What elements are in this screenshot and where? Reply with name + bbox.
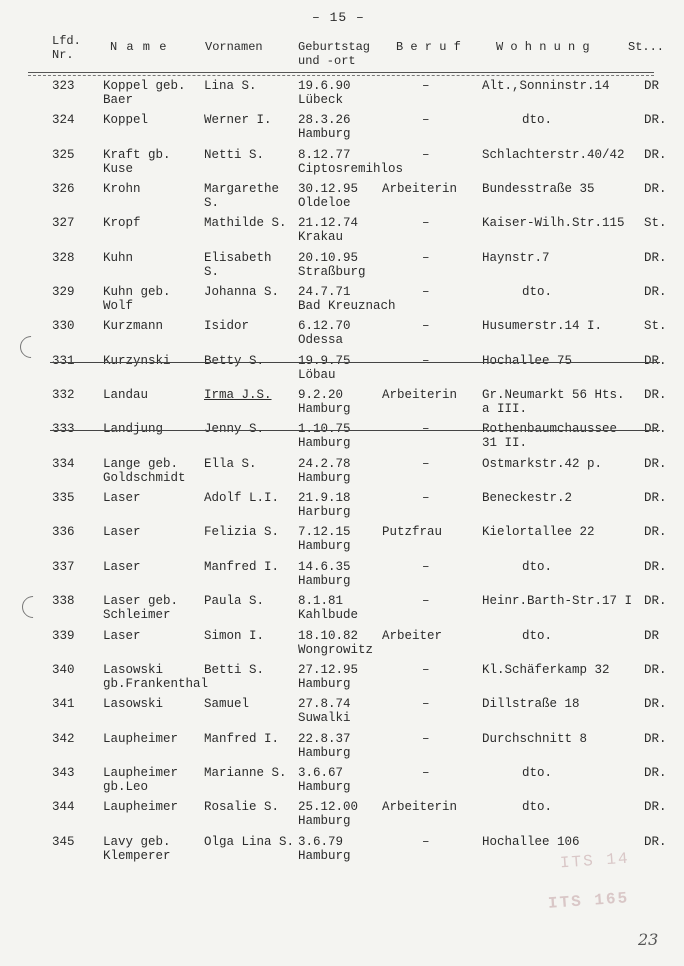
row-beruf: Arbeiterin (382, 800, 458, 814)
table-row (0, 595, 684, 629)
row-status: DR. (644, 251, 667, 265)
row-wohnung: Hochallee 106 (482, 835, 580, 849)
row-wohnung: Schlachterstr.40/42 (482, 148, 625, 162)
row-geburt: 8.1.81 Kahlbude (298, 594, 359, 622)
header-vornamen: Vornamen (205, 40, 263, 54)
table-row (0, 149, 684, 183)
row-name: Koppel geb. Baer (103, 79, 186, 107)
page-footer-number: 23 (638, 930, 659, 949)
row-geburt: 19.9.75 Löbau (298, 354, 351, 382)
row-geburt: 27.12.95 Hamburg (298, 663, 359, 691)
row-number: 323 (52, 79, 75, 93)
row-status: DR (644, 79, 660, 93)
row-status: DR. (644, 113, 667, 127)
row-status: DR. (644, 148, 667, 162)
row-beruf-dash: – (422, 457, 430, 471)
row-vornamen: Margarethe S. (204, 182, 280, 210)
table-row (0, 767, 684, 801)
row-geburt: 30.12.95 Oldeloe (298, 182, 359, 210)
row-wohnung: Durchschnitt 8 (482, 732, 588, 746)
table-row (0, 114, 684, 148)
row-wohnung: Gr.Neumarkt 56 Hts. a III. (482, 388, 625, 416)
row-geburt: 9.2.20 Hamburg (298, 388, 351, 416)
row-number: 330 (52, 319, 75, 333)
row-wohnung: Husumerstr.14 I. (482, 319, 603, 333)
row-number: 333 (52, 422, 75, 436)
row-status: DR. (644, 285, 667, 299)
archive-stamp: ITS 14 (559, 849, 631, 873)
row-beruf-dash: – (422, 766, 430, 780)
row-number: 334 (52, 457, 75, 471)
row-beruf-dash: – (422, 491, 430, 505)
row-wohnung: dto. (522, 800, 553, 814)
row-vornamen: Mathilde S. (204, 216, 287, 230)
row-wohnung: Ostmarkstr.42 p. (482, 457, 603, 471)
row-wohnung: Hochallee 75 (482, 354, 573, 368)
row-beruf: Arbeiterin (382, 182, 458, 196)
row-status: St. (644, 216, 667, 230)
row-geburt: 1.10.75 Hamburg (298, 422, 351, 450)
row-name: Lavy geb. Klemperer (103, 835, 171, 863)
row-vornamen: Rosalie S. (204, 800, 280, 814)
row-beruf-dash: – (422, 835, 430, 849)
row-vornamen: Manfred I. (204, 732, 280, 746)
row-geburt: 18.10.82 Wongrowitz (298, 629, 374, 657)
strikethrough-line (50, 430, 660, 431)
strikethrough-line (50, 362, 660, 363)
row-geburt: 24.2.78 Hamburg (298, 457, 351, 485)
table-row (0, 458, 684, 492)
row-name: Laser (103, 491, 141, 505)
row-geburt: 21.9.18 Harburg (298, 491, 351, 519)
row-name: Laupheimer gb.Leo (103, 766, 179, 794)
row-vornamen: Irma J.S. (204, 388, 272, 402)
row-name: Krohn (103, 182, 141, 196)
header-rule-dashed (28, 75, 654, 76)
row-beruf-dash: – (422, 354, 430, 368)
row-geburt: 21.12.74 Krakau (298, 216, 359, 244)
row-beruf: Arbeiter (382, 629, 443, 643)
row-beruf-dash: – (422, 113, 430, 127)
table-row (0, 286, 684, 320)
header-rule (28, 72, 654, 73)
row-name: Kurzynski (103, 354, 171, 368)
row-status: DR. (644, 594, 667, 608)
header-wohnung: W o h n u n g (496, 40, 590, 54)
row-vornamen: Lina S. (204, 79, 257, 93)
row-status: DR. (644, 697, 667, 711)
row-status: DR. (644, 835, 667, 849)
table-row (0, 183, 684, 217)
row-name: Laupheimer (103, 732, 179, 746)
row-geburt: 24.7.71 Bad Kreuznach (298, 285, 396, 313)
row-number: 328 (52, 251, 75, 265)
row-vornamen: Isidor (204, 319, 250, 333)
row-geburt: 28.3.26 Hamburg (298, 113, 351, 141)
row-vornamen: Elisabeth S. (204, 251, 272, 279)
row-name: Laser (103, 525, 141, 539)
archive-stamp: ITS 165 (547, 889, 630, 913)
row-beruf: Putzfrau (382, 525, 443, 539)
row-vornamen: Olga Lina S. (204, 835, 295, 849)
row-geburt: 22.8.37 Hamburg (298, 732, 351, 760)
row-name: Landjung (103, 422, 164, 436)
row-number: 329 (52, 285, 75, 299)
row-status: DR. (644, 525, 667, 539)
row-geburt: 20.10.95 Straßburg (298, 251, 366, 279)
row-status: DR (644, 629, 660, 643)
row-beruf-dash: – (422, 697, 430, 711)
row-beruf: Arbeiterin (382, 388, 458, 402)
row-name: Lasowski (103, 697, 164, 711)
row-name: Lasowski gb.Frankenthal (103, 663, 209, 691)
row-wohnung: dto. (522, 560, 553, 574)
row-vornamen: Werner I. (204, 113, 272, 127)
row-wohnung: Heinr.Barth-Str.17 I (482, 594, 633, 608)
row-wohnung: Kielortallee 22 (482, 525, 595, 539)
row-name: Laupheimer (103, 800, 179, 814)
row-status: DR. (644, 560, 667, 574)
row-wohnung: Haynstr.7 (482, 251, 550, 265)
row-wohnung: Bundesstraße 35 (482, 182, 595, 196)
row-wohnung: dto. (522, 766, 553, 780)
row-number: 338 (52, 594, 75, 608)
table-row (0, 252, 684, 286)
row-name: Laser (103, 560, 141, 574)
row-wohnung: dto. (522, 629, 553, 643)
row-geburt: 27.8.74 Suwalki (298, 697, 351, 725)
row-number: 339 (52, 629, 75, 643)
page-number: – 15 – (312, 10, 365, 25)
row-vornamen: Marianne S. (204, 766, 287, 780)
table-row (0, 423, 684, 457)
row-beruf-dash: – (422, 285, 430, 299)
row-number: 324 (52, 113, 75, 127)
row-geburt: 25.12.00 Hamburg (298, 800, 359, 828)
row-number: 345 (52, 835, 75, 849)
row-vornamen: Netti S. (204, 148, 265, 162)
row-beruf-dash: – (422, 560, 430, 574)
row-beruf-dash: – (422, 148, 430, 162)
row-vornamen: Felizia S. (204, 525, 280, 539)
row-vornamen: Samuel (204, 697, 250, 711)
row-number: 343 (52, 766, 75, 780)
table-row (0, 389, 684, 423)
table-row (0, 217, 684, 251)
row-name: Kuhn geb. Wolf (103, 285, 171, 313)
row-geburt: 8.12.77 Ciptosremihlos (298, 148, 404, 176)
row-name: Kuhn (103, 251, 134, 265)
row-number: 341 (52, 697, 75, 711)
table-row (0, 355, 684, 389)
row-beruf-dash: – (422, 319, 430, 333)
row-status: DR. (644, 182, 667, 196)
row-wohnung: dto. (522, 113, 553, 127)
row-name: Lange geb. Goldschmidt (103, 457, 186, 485)
row-beruf-dash: – (422, 663, 430, 677)
row-name: Koppel (103, 113, 149, 127)
row-beruf-dash: – (422, 594, 430, 608)
row-status: DR. (644, 422, 667, 436)
header-st: St... (628, 40, 665, 54)
row-status: DR. (644, 457, 667, 471)
table-row (0, 526, 684, 560)
row-wohnung: Kaiser-Wilh.Str.115 (482, 216, 625, 230)
row-beruf-dash: – (422, 251, 430, 265)
row-number: 336 (52, 525, 75, 539)
header-geburt: Geburtstag und -ort (298, 40, 371, 68)
row-wohnung: Beneckestr.2 (482, 491, 573, 505)
row-status: DR. (644, 800, 667, 814)
table-row (0, 80, 684, 114)
row-status: DR. (644, 732, 667, 746)
row-geburt: 3.6.67 Hamburg (298, 766, 351, 794)
row-number: 331 (52, 354, 75, 368)
row-number: 340 (52, 663, 75, 677)
row-name: Laser geb. Schleimer (103, 594, 179, 622)
row-vornamen: Adolf L.I. (204, 491, 280, 505)
row-number: 344 (52, 800, 75, 814)
row-number: 342 (52, 732, 75, 746)
header-name: N a m e (110, 40, 168, 54)
table-row (0, 320, 684, 354)
row-number: 332 (52, 388, 75, 402)
row-name: Laser (103, 629, 141, 643)
row-number: 325 (52, 148, 75, 162)
row-beruf-dash: – (422, 216, 430, 230)
row-status: St. (644, 319, 667, 333)
table-row (0, 630, 684, 664)
row-beruf-dash: – (422, 422, 430, 436)
table-row (0, 733, 684, 767)
row-vornamen: Paula S. (204, 594, 265, 608)
row-number: 326 (52, 182, 75, 196)
row-name: Kropf (103, 216, 141, 230)
row-vornamen: Simon I. (204, 629, 265, 643)
row-beruf-dash: – (422, 79, 430, 93)
row-beruf-dash: – (422, 732, 430, 746)
row-status: DR. (644, 663, 667, 677)
row-number: 337 (52, 560, 75, 574)
row-geburt: 3.6.79 Hamburg (298, 835, 351, 863)
table-row (0, 492, 684, 526)
table-row (0, 698, 684, 732)
row-status: DR. (644, 388, 667, 402)
row-number: 327 (52, 216, 75, 230)
row-status: DR. (644, 766, 667, 780)
header-beruf: B e r u f (396, 40, 461, 54)
row-geburt: 7.12.15 Hamburg (298, 525, 351, 553)
header-lfd-nr: Lfd. Nr. (52, 34, 81, 62)
row-vornamen: Johanna S. (204, 285, 280, 299)
table-row (0, 664, 684, 698)
row-name: Kraft gb. Kuse (103, 148, 171, 176)
row-name: Kurzmann (103, 319, 164, 333)
row-vornamen: Betty S. (204, 354, 265, 368)
row-vornamen: Ella S. (204, 457, 257, 471)
row-status: DR. (644, 491, 667, 505)
row-status: DR. (644, 354, 667, 368)
row-wohnung: Kl.Schäferkamp 32 (482, 663, 610, 677)
row-geburt: 14.6.35 Hamburg (298, 560, 351, 588)
row-wohnung: dto. (522, 285, 553, 299)
table-row (0, 801, 684, 835)
row-wohnung: Dillstraße 18 (482, 697, 580, 711)
row-vornamen: Jenny S. (204, 422, 265, 436)
row-name: Landau (103, 388, 149, 402)
row-geburt: 19.6.90 Lübeck (298, 79, 351, 107)
row-vornamen: Betti S. (204, 663, 265, 677)
row-vornamen: Manfred I. (204, 560, 280, 574)
row-wohnung: Alt.,Sonninstr.14 (482, 79, 610, 93)
row-geburt: 6.12.70 Odessa (298, 319, 351, 347)
row-number: 335 (52, 491, 75, 505)
row-wohnung: Rothenbaumchaussee 31 II. (482, 422, 618, 450)
table-row (0, 561, 684, 595)
